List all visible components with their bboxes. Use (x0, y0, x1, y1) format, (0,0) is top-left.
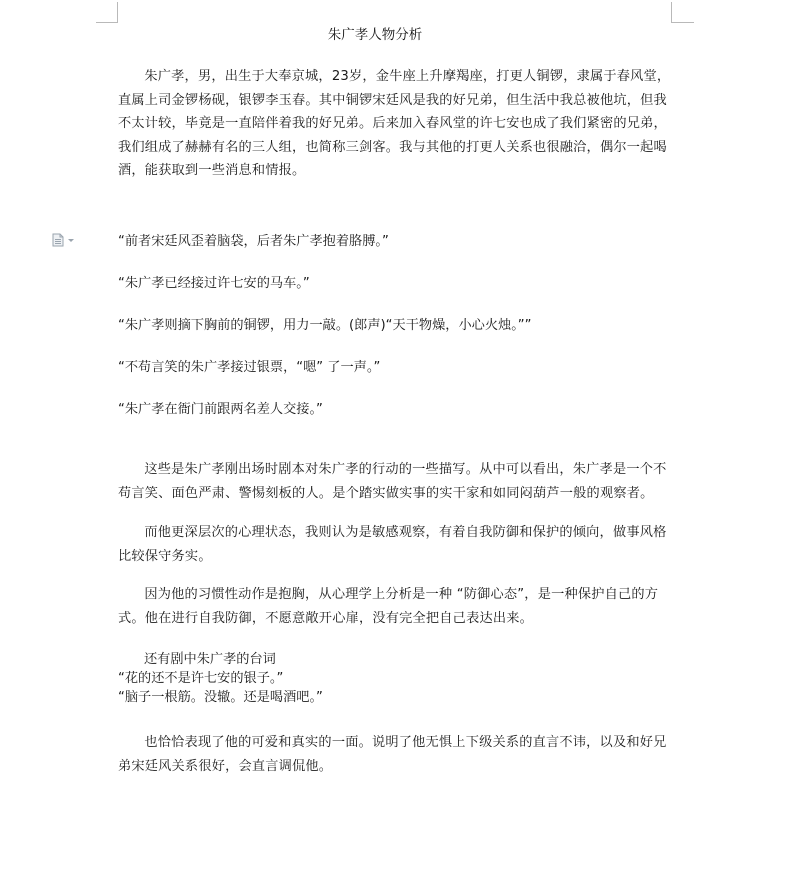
quote-line: “朱广孝已经接过许七安的马车。” (118, 276, 310, 291)
quote-line: “朱广孝在衙门前跟两名差人交接。” (118, 402, 323, 417)
analysis-paragraph: 因为他的习惯性动作是抱胸，从心理学上分析是一种 “防御心态”，是一种保护自己的方式。他在进行自我防御，不愿意敞开心扉，没有完全把自己表达出来。 (118, 587, 659, 626)
closing-paragraph: 也恰恰表现了他的可爱和真实的一面。说明了他无惧上下级关系的直言不讳，以及和好兄弟宋廷风关系很好，会直言调侃他。 (118, 735, 667, 774)
lines-intro: 还有剧中朱广孝的台词 (144, 652, 276, 667)
analysis-paragraph: 而他更深层次的心理状态，我则认为是敏感观察，有着自我防御和保护的倾向，做事风格比较保守务实。 (118, 525, 667, 564)
document-title (118, 26, 672, 44)
dialogue-line: “花的还不是许七安的银子。” (118, 671, 284, 686)
document-icon[interactable] (51, 233, 77, 247)
crop-mark-top-right (671, 2, 694, 23)
crop-mark-top-left (96, 2, 118, 23)
intro-paragraph: 朱广孝，男，出生于大奉京城，23岁，金牛座上升摩羯座，打更人铜锣，隶属于春风堂，直属上司金锣杨砚，银锣李玉春。其中铜锣宋廷风是我的好兄弟，但生活中我总被他坑，但我不太计较，毕竟是一直陪伴着我的好兄弟。后来加入春风堂的许七安也成了我们紧密的兄弟，我们组成了赫赫有名的三人组，也简称三剑客。我与其他的打更人关系也很融洽，偶尔一起喝酒，能获取到一些消息和情报。 (118, 69, 671, 178)
analysis-paragraph: 这些是朱广孝刚出场时剧本对朱广孝的行动的一些描写。从中可以看出，朱广孝是一个不苟言笑、面色严肃、警惕刻板的人。是个踏实做实事的实干家和如同闷葫芦一般的观察者。 (118, 462, 667, 501)
quote-line: “朱广孝则摘下胸前的铜锣，用力一敲。(郎声)“天干物燥，小心火烛。”” (118, 318, 532, 333)
quote-line: “不苟言笑的朱广孝接过银票，“嗯” 了一声。” (118, 360, 381, 375)
dialogue-line: “脑子一根筋。没辙。还是喝酒吧。” (118, 690, 323, 705)
quote-line: “前者宋廷风歪着脑袋，后者朱广孝抱着胳膊。” (118, 234, 389, 249)
title-text: 朱广孝人物分析 (327, 27, 423, 43)
